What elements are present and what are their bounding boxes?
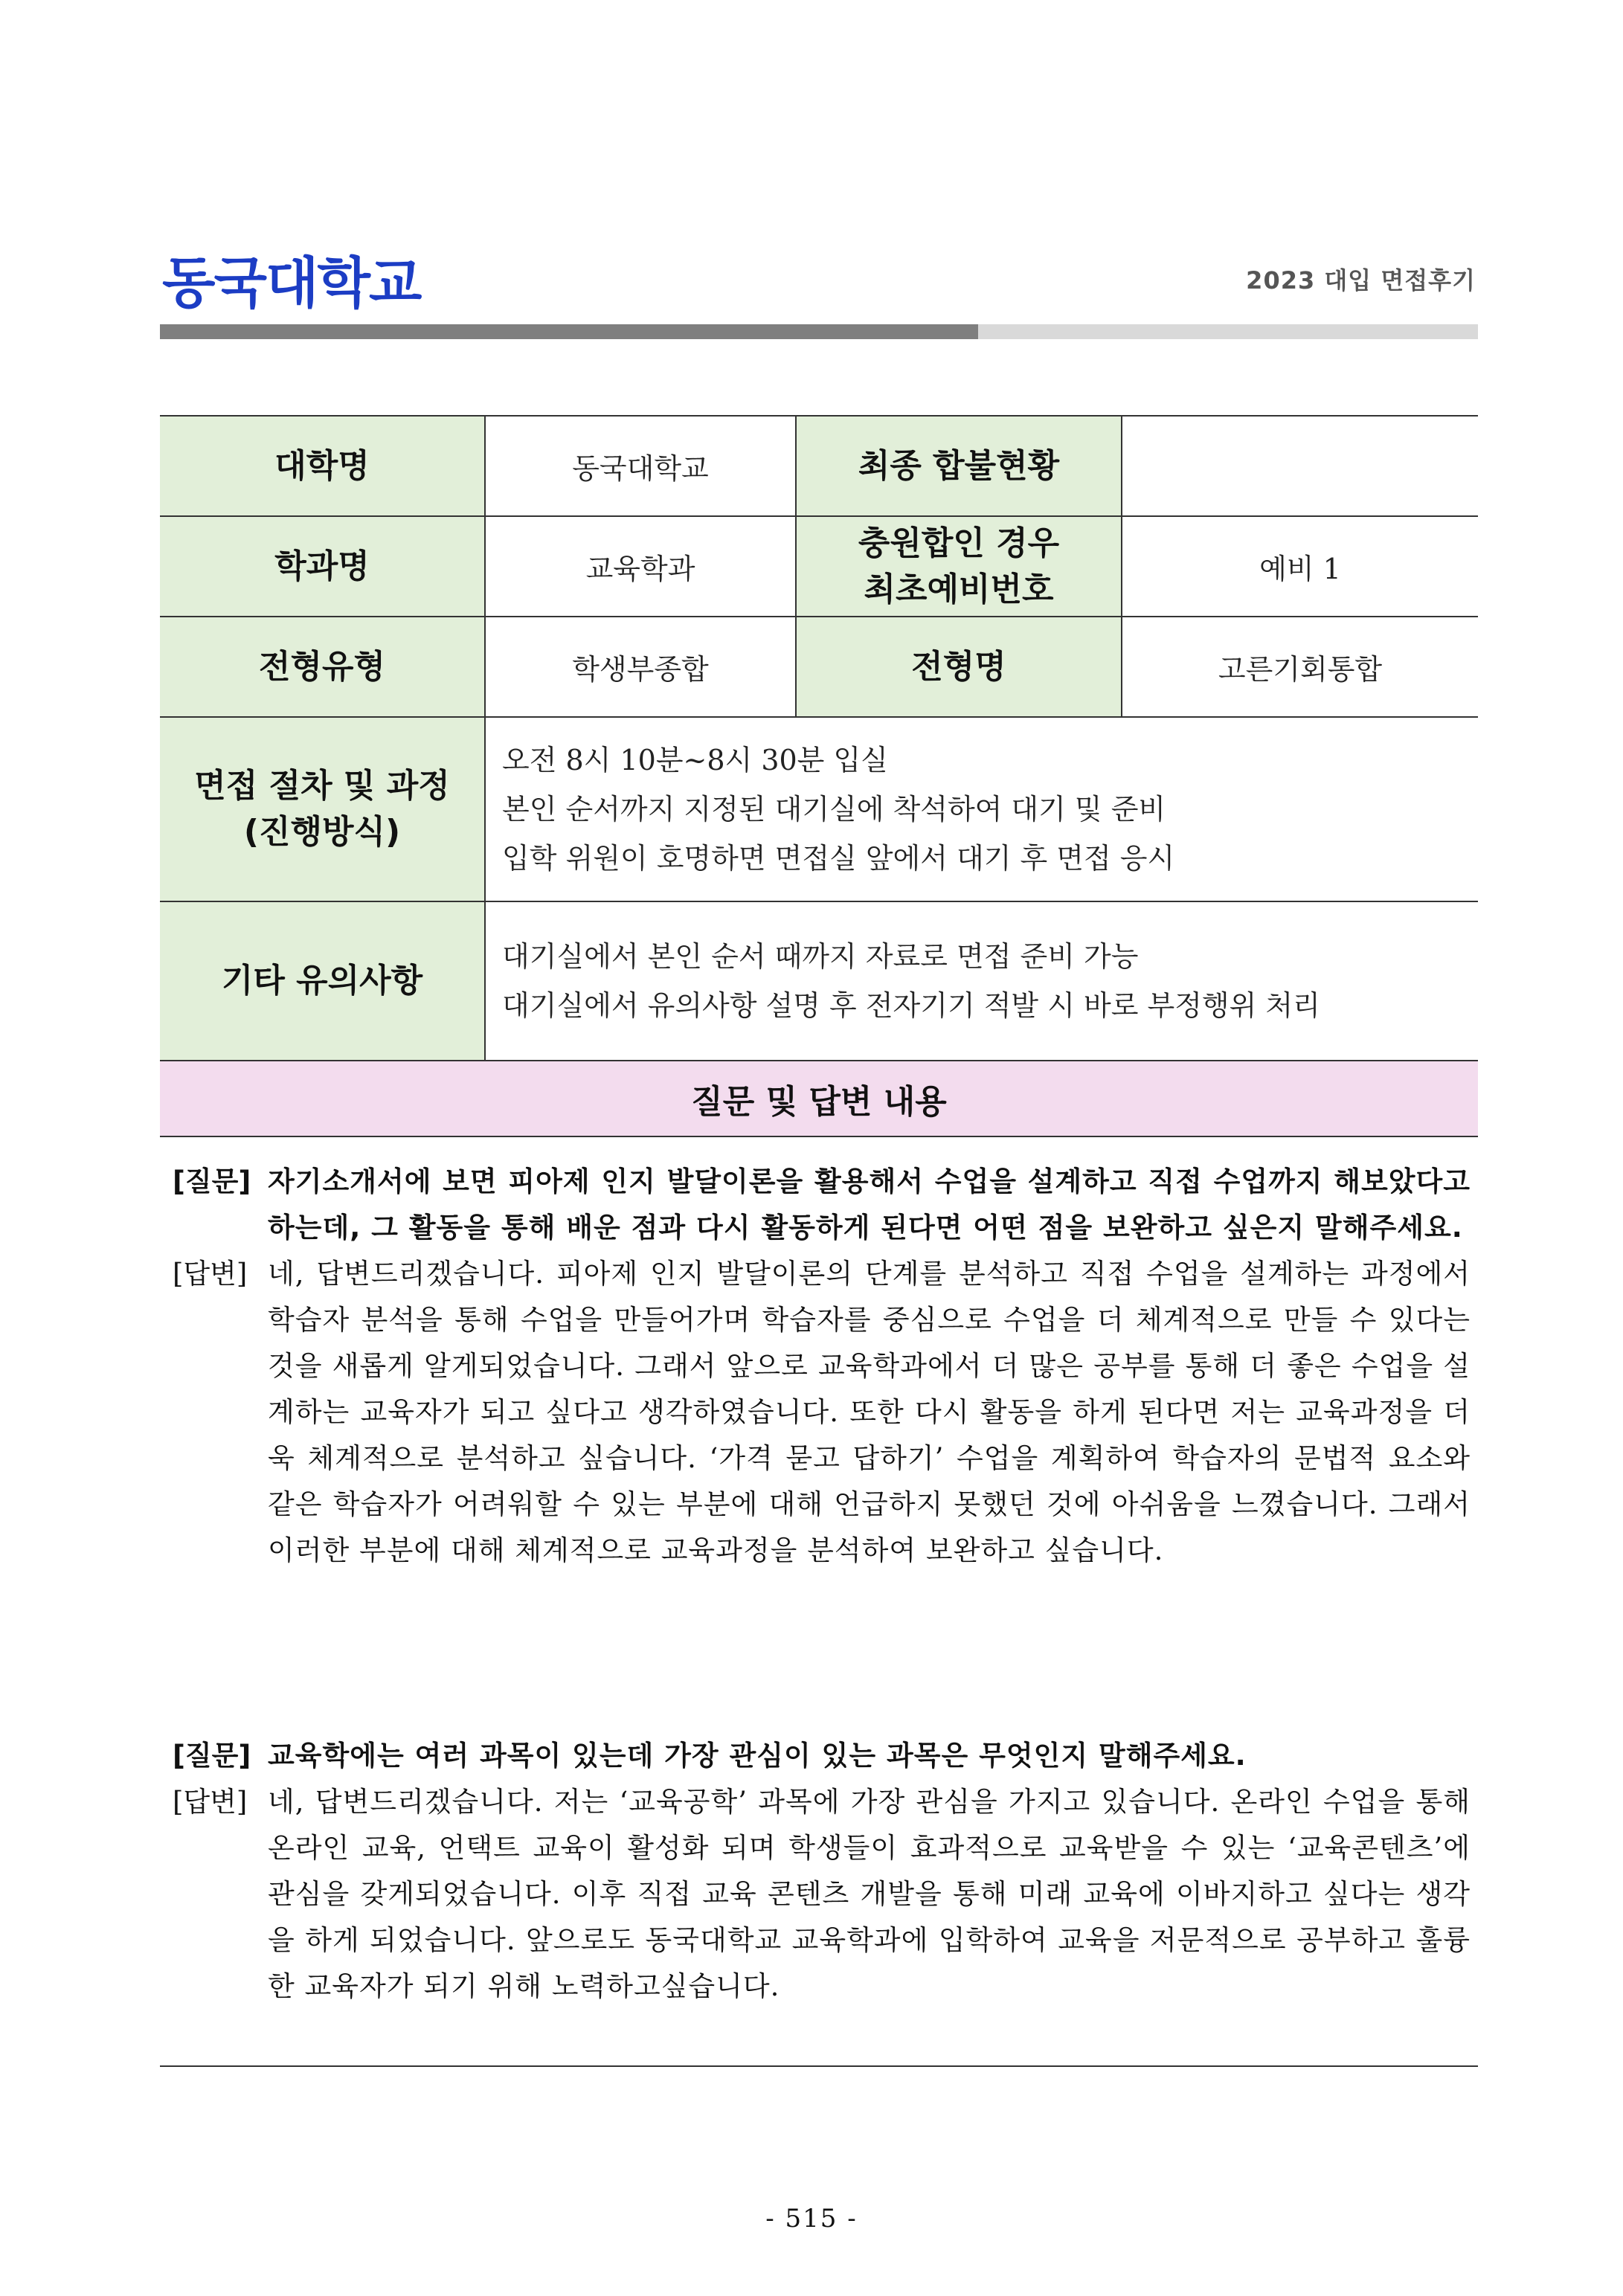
row-dept xyxy=(160,516,1478,617)
bottom-divider xyxy=(160,2065,1478,2067)
process-label xyxy=(160,717,485,901)
name-label: 전형명 xyxy=(796,617,1122,717)
header-bar-light xyxy=(978,324,1478,339)
notes-line: 대기실에서 유의사항 설명 후 전자기기 적발 시 바로 부정행위 처리 xyxy=(502,989,1320,1022)
question-text: 교육학에는 여러 과목이 있는데 가장 관심이 있는 과목은 무엇인지 말해주세요. xyxy=(268,1740,1247,1772)
answer-tag: [답변] xyxy=(173,1258,248,1290)
process-line: 본인 순서까지 지정된 대기실에 착석하여 대기 및 준비 xyxy=(502,793,1166,826)
info-table xyxy=(160,415,1478,1137)
dept-label: 학과명 xyxy=(160,516,485,617)
dept-value: 교육학과 xyxy=(485,516,796,617)
question-2 xyxy=(173,1733,1471,1779)
row-univ xyxy=(160,416,1478,516)
page-title: 동국대학교 xyxy=(162,251,421,315)
name-value: 고른기회통합 xyxy=(1122,617,1478,717)
process-line: 오전 8시 10분~8시 30분 입실 xyxy=(502,744,888,776)
type-value: 학생부종합 xyxy=(485,617,796,717)
row-qa-header xyxy=(160,1061,1478,1136)
answer-text: 네, 답변드리겠습니다. 피아제 인지 발달이론의 단계를 분석하고 직접 수업을 설계하는 과정에서 학습자 분석을 통해 수업을 만들어가며 학습자를 중심으로 수업을 더 체계적으로 만들 수 있다는 것을 새롭게 알게되었습니다. 그래서 앞으로 교육학과에서 더 많은 공부를 통해 더 좋은 수업을 설계하는 교육자가 되고 싶다고 생각하였습니다. 또한 다시 활동을 하게 된다면 저는 교육과정을 더욱 체계적으로 분석하고 싶습니다. ‘가격 묻고 답하기’ 수업을 계획하여 학습자의 문법적 요소와 같은 학습자가 어려워할 수 있는 부분에 대해 언급하지 못했던 것에 아쉬움을 느꼈습니다. 그래서 이러한 부분에 대해 체계적으로 교육과정을 분석하여 보완하고 싶습니다. xyxy=(268,1258,1471,1566)
waitlist-value: 예비 1 xyxy=(1122,516,1478,617)
notes-value xyxy=(485,901,1478,1061)
process-value xyxy=(485,717,1478,901)
process-label-line2: (진행방식) xyxy=(243,813,401,851)
row-process xyxy=(160,717,1478,901)
question-1 xyxy=(173,1159,1471,1251)
univ-value: 동국대학교 xyxy=(485,416,796,516)
qa-block-1 xyxy=(173,1159,1471,1574)
univ-label: 대학명 xyxy=(160,416,485,516)
question-text: 자기소개서에 보면 피아제 인지 발달이론을 활용해서 수업을 설계하고 직접 수업까지 해보았다고 하는데, 그 활동을 통해 배운 점과 다시 활동하게 된다면 어떤 점을 보완하고 싶은지 말해주세요. xyxy=(268,1165,1471,1244)
process-label-line1: 면접 절차 및 과정 xyxy=(194,767,450,805)
header-bar-dark xyxy=(160,324,978,339)
answer-text: 네, 답변드리겠습니다. 저는 ‘교육공학’ 과목에 가장 관심을 가지고 있습니다. 온라인 수업을 통해 온라인 교육, 언택트 교육이 활성화 되며 학생들이 효과적으로 교육받을 수 있는 ‘교육콘텐츠’에 관심을 갖게되었습니다. 이후 직접 교육 콘텐츠 개발을 통해 미래 교육에 이바지하고 싶다는 생각을 하게 되었습니다. 앞으로도 동국대학교 교육학과에 입학하여 교육을 저문적으로 공부하고 훌륭한 교육자가 되기 위해 노력하고싶습니다. xyxy=(268,1786,1471,2002)
answer-tag: [답변] xyxy=(173,1786,248,1818)
question-tag: [질문] xyxy=(173,1165,251,1197)
page-subtitle: 2023 대입 면접후기 xyxy=(1246,266,1476,295)
qa-block-2 xyxy=(173,1733,1471,2010)
notes-line: 대기실에서 본인 순서 때까지 자료로 면접 준비 가능 xyxy=(502,940,1139,973)
result-label: 최종 합불현황 xyxy=(796,416,1122,516)
answer-1 xyxy=(173,1251,1471,1574)
result-value xyxy=(1122,416,1478,516)
answer-2 xyxy=(173,1779,1471,2010)
waitlist-label xyxy=(796,516,1122,617)
row-notes xyxy=(160,901,1478,1061)
row-type xyxy=(160,617,1478,717)
page-number: - 515 - xyxy=(765,2204,858,2234)
question-tag: [질문] xyxy=(173,1740,251,1772)
waitlist-label-line1: 충원합인 경우 xyxy=(858,524,1060,562)
process-line: 입학 위원이 호명하면 면접실 앞에서 대기 후 면접 응시 xyxy=(502,842,1175,875)
notes-label: 기타 유의사항 xyxy=(160,901,485,1061)
type-label: 전형유형 xyxy=(160,617,485,717)
waitlist-label-line2: 최초예비번호 xyxy=(864,570,1054,608)
qa-header: 질문 및 답변 내용 xyxy=(160,1061,1478,1136)
